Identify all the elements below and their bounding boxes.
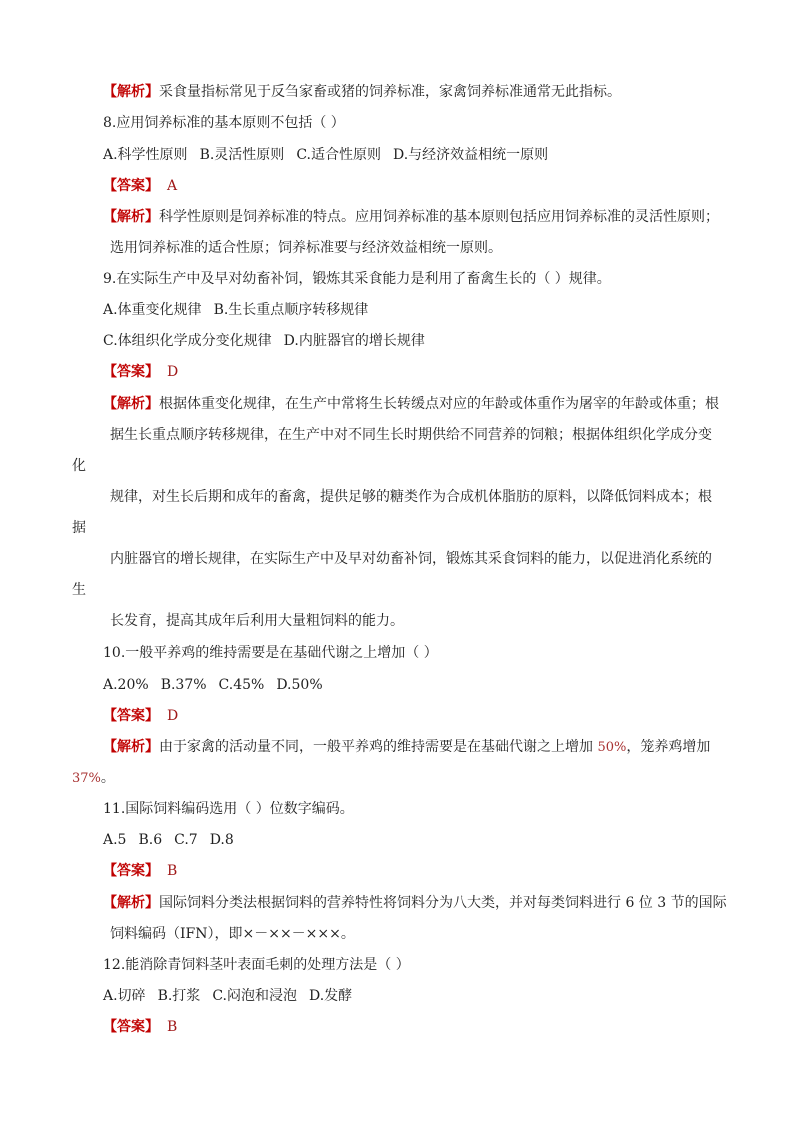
option-b: B.打浆 xyxy=(157,988,201,1004)
answer-label: 【答案】 xyxy=(103,863,159,879)
option-c: C.闷泡和浸泡 xyxy=(212,988,297,1004)
q8-options xyxy=(103,145,560,165)
analysis-text: 采食量指标常见于反刍家畜或猪的饲养标准，家禽饲养标准通常无此指标。 xyxy=(159,84,621,100)
q9-analysis-line xyxy=(103,394,719,414)
answer-value: B xyxy=(167,863,178,879)
q8-stem: 8.应用饲养标准的基本原则不包括（ ） xyxy=(103,115,345,131)
q11-analysis-line xyxy=(103,893,727,913)
option-a: A.体重变化规律 xyxy=(103,302,202,318)
q8-analysis-line xyxy=(103,207,719,227)
option-c: C.7 xyxy=(174,832,198,848)
analysis-text: 根据体重变化规律，在生产中常将生长转缓点对应的年龄或体重作为屠宰的年龄或体重；根 xyxy=(159,396,719,412)
q9-analysis-line: 据生长重点顺序转移规律，在生产中对不同生长时期供给不同营养的饲粮；根据体组织化学成分变 xyxy=(110,427,712,443)
q9-stem: 9.在实际生产中及早对幼畜补饲，锻炼其采食能力是利用了畜禽生长的（ ）规律。 xyxy=(103,271,611,287)
option-b: B.生长重点顺序转移规律 xyxy=(213,302,369,318)
option-b: B.37% xyxy=(160,677,207,693)
q11-stem: 11.国际饲料编码选用（ ）位数字编码。 xyxy=(103,801,354,817)
option-d: D.8 xyxy=(209,832,234,848)
answer-label: 【答案】 xyxy=(103,364,159,380)
analysis-text: 由于家禽的活动量不同，一般平养鸡的维持需要是在基础代谢之上增加 xyxy=(159,739,598,755)
q9-analysis-line: 规律，对生长后期和成年的畜禽，提供足够的糖类作为合成机体脂肪的原料，以降低饲料成本；根 xyxy=(110,489,712,505)
option-a: A.科学性原则 xyxy=(103,147,188,163)
q9-options-row1 xyxy=(103,300,380,320)
analysis-label: 【解析】 xyxy=(103,84,159,100)
q9-answer xyxy=(103,362,178,382)
option-d: D.发酵 xyxy=(308,988,353,1004)
answer-value: D xyxy=(167,364,179,380)
q12-options xyxy=(103,986,364,1006)
q11-answer xyxy=(103,861,177,881)
analysis-label: 【解析】 xyxy=(103,739,159,755)
analysis-label: 【解析】 xyxy=(103,895,159,911)
q11-analysis-line: 饲料编码（IFN），即×－××－×××。 xyxy=(110,926,355,942)
q8-analysis-line: 选用饲养标准的适合性原；饲养标准要与经济效益相统一原则。 xyxy=(110,240,502,256)
option-c: C.体组织化学成分变化规律 xyxy=(103,333,272,349)
answer-label: 【答案】 xyxy=(103,1019,159,1035)
answer-label: 【答案】 xyxy=(103,178,159,194)
option-c: C.适合性原则 xyxy=(296,147,381,163)
option-b: B.灵活性原则 xyxy=(199,147,285,163)
q12-answer xyxy=(103,1017,177,1037)
option-c: C.45% xyxy=(218,677,265,693)
q9-analysis-line: 生 xyxy=(72,582,86,598)
option-b: B.6 xyxy=(138,832,163,848)
q9-analysis-line: 内脏器官的增长规律，在实际生产中及早对幼畜补饲，锻炼其采食饲料的能力，以促进消化系统的 xyxy=(110,551,712,567)
answer-value: D xyxy=(167,708,179,724)
q10-analysis-line xyxy=(103,737,710,757)
analysis-text: 科学性原则是饲养标准的特点。应用饲养标准的基本原则包括应用饲养标准的灵活性原则； xyxy=(159,209,719,225)
q11-options xyxy=(103,830,246,850)
analysis-text: 。 xyxy=(100,770,115,786)
analysis-label: 【解析】 xyxy=(103,396,159,412)
option-d: D.与经济效益相统一原则 xyxy=(392,147,549,163)
option-a: A.切碎 xyxy=(103,988,146,1004)
analysis-percent: 50% xyxy=(597,740,627,755)
q10-analysis-line xyxy=(72,768,115,788)
q9-options-row2 xyxy=(103,331,437,351)
q9-analysis-line: 化 xyxy=(72,458,86,474)
q10-answer xyxy=(103,706,178,726)
analysis-text: 国际饲料分类法根据饲料的营养特性将饲料分为八大类，并对每类饲料进行 6 位 3 节的国际 xyxy=(159,895,727,911)
answer-value: B xyxy=(167,1019,178,1035)
option-a: A.5 xyxy=(103,832,127,848)
q9-analysis-line: 长发育，提高其成年后利用大量粗饲料的能力。 xyxy=(110,613,404,629)
option-a: A.20% xyxy=(103,677,149,693)
option-d: D.50% xyxy=(276,677,323,693)
q10-options xyxy=(103,675,335,695)
analysis-text: ，笼养鸡增加 xyxy=(626,739,711,755)
option-d: D.内脏器官的增长规律 xyxy=(283,333,425,349)
q9-analysis-line: 据 xyxy=(72,520,86,536)
q8-answer xyxy=(103,176,177,196)
q10-stem: 10.一般平养鸡的维持需要是在基础代谢之上增加（ ） xyxy=(103,645,438,661)
analysis-percent: 37% xyxy=(72,771,101,786)
answer-label: 【答案】 xyxy=(103,708,159,724)
q12-stem: 12.能消除青饲料茎叶表面毛刺的处理方法是（ ） xyxy=(103,957,410,973)
q7-analysis-line xyxy=(103,82,621,102)
analysis-label: 【解析】 xyxy=(103,209,159,225)
answer-value: A xyxy=(167,178,178,194)
